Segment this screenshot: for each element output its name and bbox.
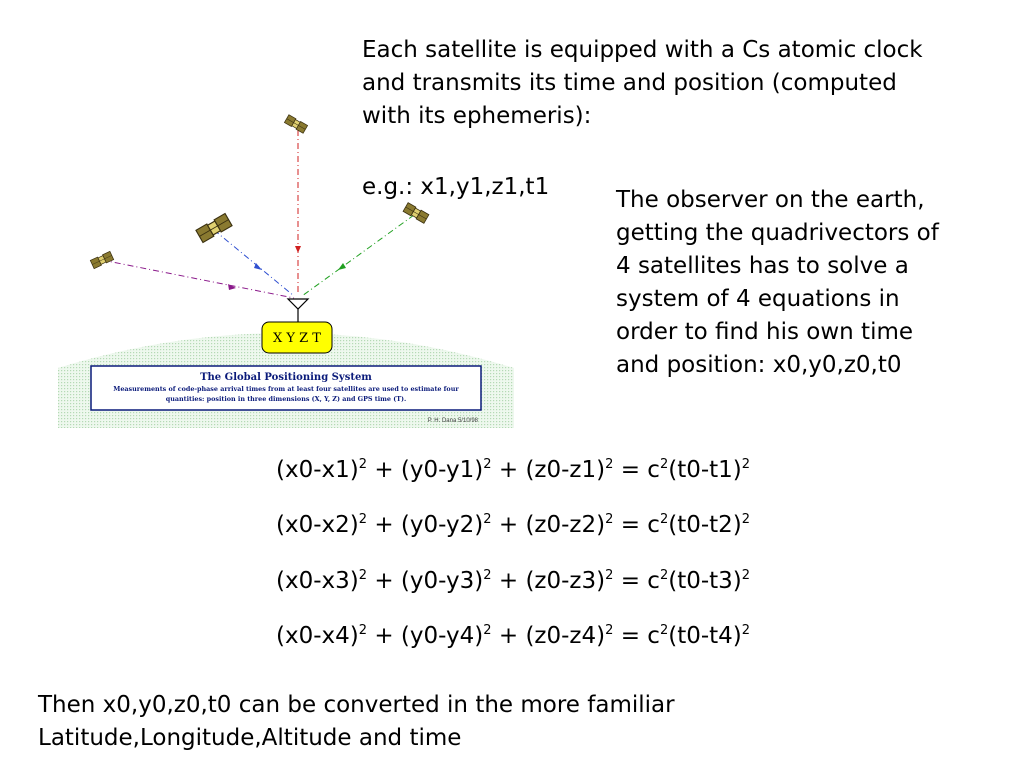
observer-line: 4 satellites has to solve a <box>616 253 909 279</box>
equation-3 <box>276 566 750 596</box>
equation-term: + (z0-z1) <box>491 457 606 483</box>
satellite-icon <box>90 251 113 268</box>
satellite-icon <box>403 203 429 224</box>
equation-term: + (z0-z3) <box>491 568 606 594</box>
equation-term: = c <box>613 568 660 594</box>
intro-line: with its ephemeris): <box>362 103 592 129</box>
exponent: 2 <box>659 568 669 583</box>
equation-term: = c <box>613 457 660 483</box>
intro-line: and transmits its time and position (computed <box>362 70 897 96</box>
exponent: 2 <box>605 512 614 527</box>
example-coordinates: e.g.: x1,y1,z1,t1 <box>362 174 550 200</box>
satellite-icon <box>196 214 232 243</box>
exponent: 2 <box>741 457 751 472</box>
exponent: 2 <box>605 568 614 583</box>
satellite-icon <box>284 115 307 134</box>
exponent: 2 <box>605 623 614 638</box>
receiver-antenna-icon <box>288 299 308 322</box>
figure-credit: P. H. Dana 5/10/98 <box>427 418 478 424</box>
observer-line: and position: x0,y0,z0,t0 <box>616 352 902 378</box>
equation-term: (t0-t1) <box>668 457 742 483</box>
equation-term: (t0-t3) <box>668 568 742 594</box>
equation-term: + (z0-z2) <box>491 512 606 538</box>
equation-term: = c <box>613 512 660 538</box>
signal-line-1 <box>102 260 294 298</box>
exponent: 2 <box>659 457 669 472</box>
equation-term: + (y0-y4) <box>367 623 484 649</box>
exponent: 2 <box>605 457 614 472</box>
conclusion-line: Then x0,y0,z0,t0 can be converted in the more familiar <box>38 692 675 718</box>
caption-title: The Global Positioning System <box>200 372 372 383</box>
equation-term: + (z0-z4) <box>491 623 606 649</box>
exponent: 2 <box>741 568 751 583</box>
exponent: 2 <box>659 623 669 638</box>
observer-line: The observer on the earth, <box>616 187 925 213</box>
conclusion-paragraph <box>38 689 675 755</box>
exponent: 2 <box>358 457 368 472</box>
arrow-head-3 <box>295 246 301 253</box>
intro-line: Each satellite is equipped with a Cs atomic clock <box>362 37 923 63</box>
equation-term: + (y0-y1) <box>367 457 484 483</box>
signal-line-4 <box>302 215 414 296</box>
exponent: 2 <box>358 623 368 638</box>
equation-term: + (y0-y3) <box>367 568 484 594</box>
equation-term: (x0-x1) <box>276 457 359 483</box>
exponent: 2 <box>741 623 751 638</box>
exponent: 2 <box>483 457 492 472</box>
exponent: 2 <box>483 623 492 638</box>
equation-term: (t0-t2) <box>668 512 742 538</box>
equation-term: + (y0-y2) <box>367 512 484 538</box>
observer-line: getting the quadrivectors of <box>616 220 939 246</box>
equation-2 <box>276 510 750 540</box>
exponent: 2 <box>358 568 368 583</box>
observer-paragraph <box>616 184 939 382</box>
exponent: 2 <box>358 512 368 527</box>
conclusion-line: Latitude,Longitude,Altitude and time <box>38 725 462 751</box>
observer-line: order to find his own time <box>616 319 914 345</box>
exponent: 2 <box>741 512 751 527</box>
arrow-head-4 <box>338 263 346 270</box>
receiver-label: X Y Z T <box>273 331 321 346</box>
observer-line: system of 4 equations in <box>616 286 900 312</box>
signal-line-2 <box>214 230 294 296</box>
equation-term: (x0-x3) <box>276 568 359 594</box>
equation-1 <box>276 455 750 485</box>
equation-4 <box>276 621 750 651</box>
arrow-head-1 <box>228 284 236 290</box>
exponent: 2 <box>483 568 492 583</box>
exponent: 2 <box>483 512 492 527</box>
gps-illustration <box>58 100 514 428</box>
caption-line: quantities: position in three dimensions (X, Y, Z) and GPS time (T). <box>165 395 407 403</box>
equation-term: = c <box>613 623 660 649</box>
exponent: 2 <box>659 512 669 527</box>
equation-term: (x0-x2) <box>276 512 359 538</box>
caption-line: Measurements of code-phase arrival times from at least four satellites are used to estimate four <box>113 385 459 393</box>
equation-term: (x0-x4) <box>276 623 359 649</box>
equation-term: (t0-t4) <box>668 623 742 649</box>
